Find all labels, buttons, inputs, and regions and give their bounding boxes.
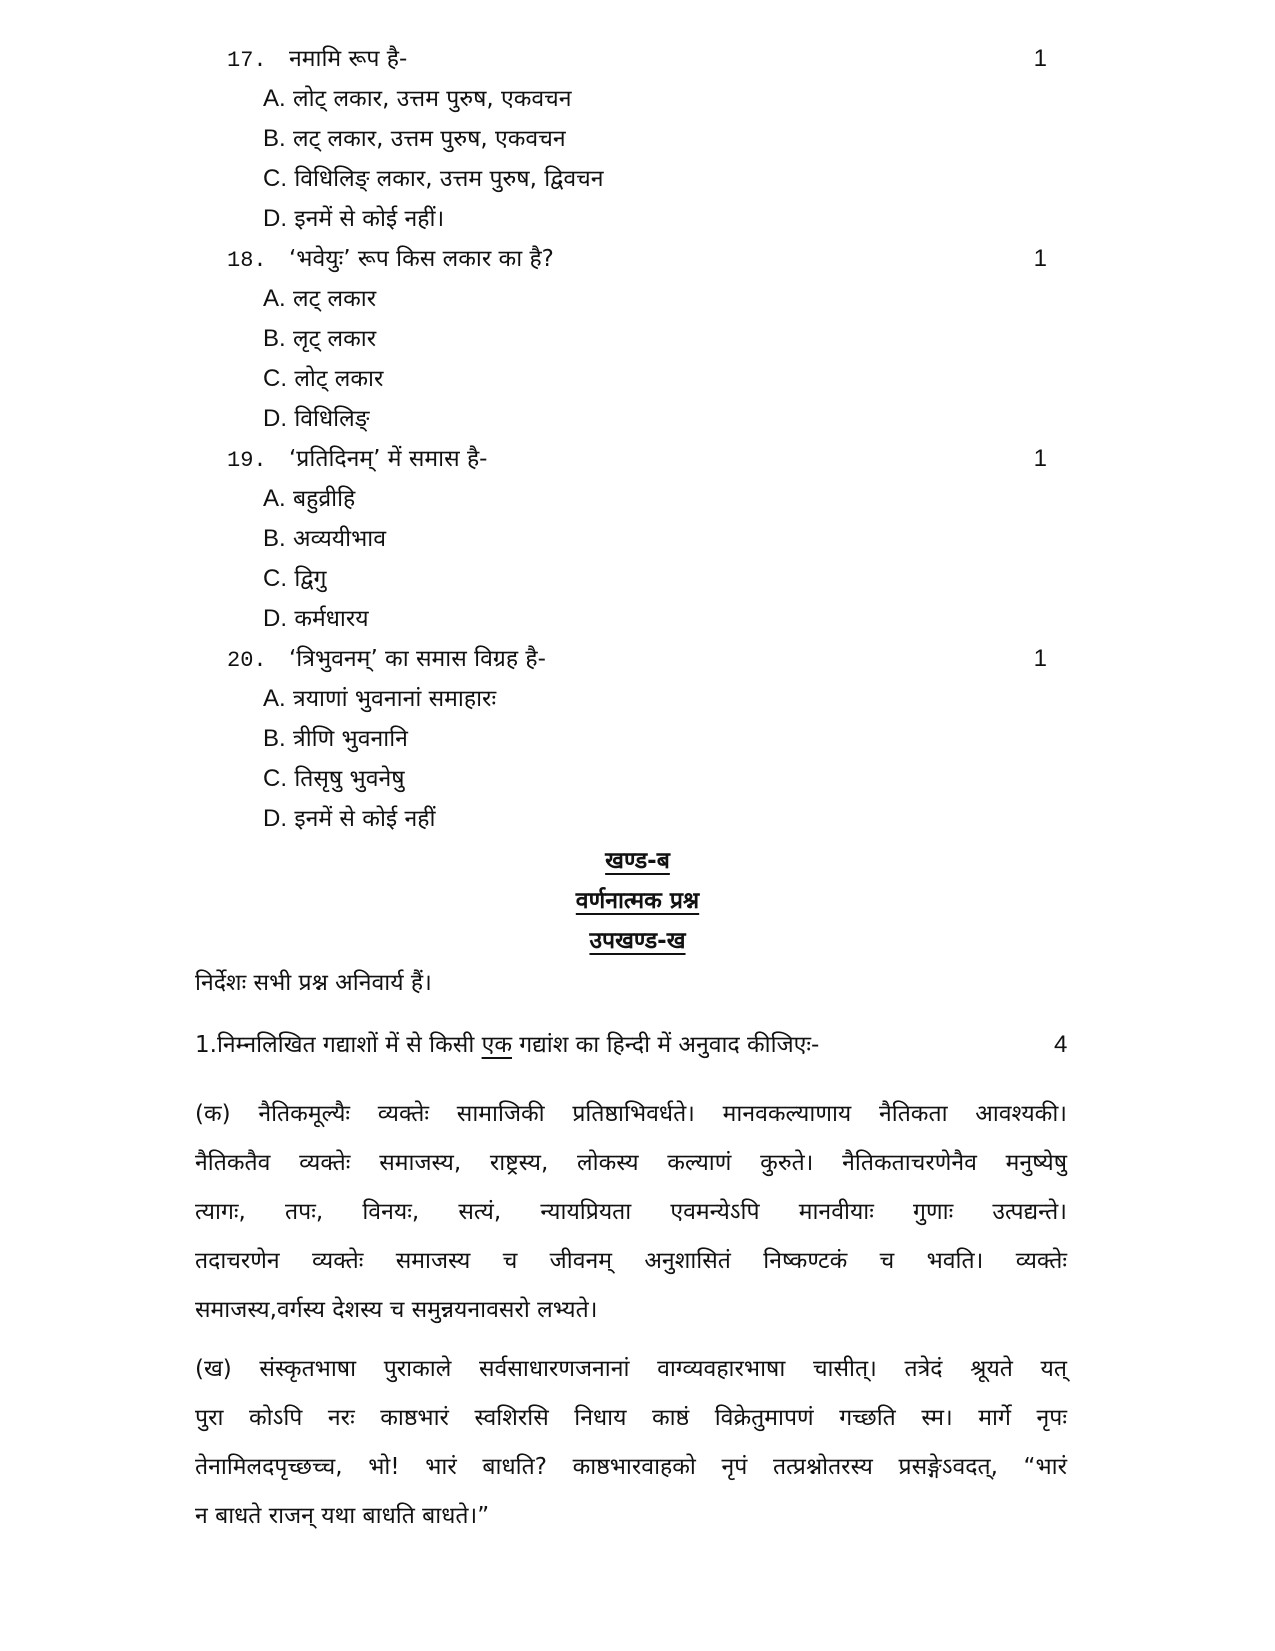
question-number: 20. (227, 648, 267, 673)
option-d (263, 202, 444, 236)
option-letter: C. (263, 565, 287, 592)
q1-suffix: गद्यांश का हिन्दी में अनुवाद कीजिएः- (511, 1032, 820, 1058)
option-text: लट् लकार, उत्तम पुरुष, एकवचन (293, 126, 566, 152)
option-text: द्विगु (294, 566, 327, 592)
passage-ka-line: (क) नैतिकमूल्यैः व्यक्तेः सामाजिकी प्रतिष्ठाभिवर्धते। मानवकल्याणाय नैतिकता आवश्यकी। (195, 1101, 1067, 1127)
passage-ka-line: नैतिकतैव व्यक्तेः समाजस्य, राष्ट्रस्य, लोकस्य कल्याणं कुरुते। नैतिकताचरणेनैव मनुष्येषु (195, 1150, 1067, 1176)
option-d (263, 802, 435, 836)
option-text: विधिलिङ् लकार, उत्तम पुरुष, द्विवचन (294, 166, 604, 192)
option-letter: D. (263, 805, 287, 832)
option-text: कर्मधारय (294, 606, 369, 632)
question-18 (227, 242, 1047, 276)
question-1-prompt (195, 1028, 1067, 1062)
option-c (263, 162, 604, 196)
option-letter: A. (263, 85, 286, 112)
option-b (263, 322, 376, 356)
option-text: लट् लकार (293, 286, 377, 312)
option-c (263, 762, 405, 796)
option-letter: A. (263, 685, 286, 712)
passage-kha-line: तेनामिलदपृच्छच्च, भो! भारं बाधति? काष्ठभारवाहको नृपं तत्प्रश्नोतरस्य प्रसङ्गेऽवदत्, “भारं (195, 1454, 1067, 1480)
option-a (263, 82, 572, 116)
question-text: ‘त्रिभुवनम्’ का समास विग्रह है- (289, 646, 546, 672)
q1-prefix: 1.निम्नलिखित गद्याशों में से किसी (195, 1032, 482, 1058)
option-letter: B. (263, 525, 286, 552)
option-letter: C. (263, 165, 287, 192)
option-letter: A. (263, 485, 286, 512)
option-c (263, 362, 383, 396)
option-text: लोट् लकार, उत्तम पुरुष, एकवचन (293, 86, 572, 112)
question-marks: 1 (1033, 445, 1047, 472)
subsection-title-text: उपखण्ड-ख (589, 928, 686, 954)
question-text: ‘प्रतिदिनम्’ में समास है- (289, 446, 488, 472)
question-text: नमामि रूप है- (289, 46, 408, 72)
option-letter: D. (263, 605, 287, 632)
option-letter: B. (263, 125, 286, 152)
q1-emphasis: एक (481, 1032, 512, 1058)
option-letter: B. (263, 725, 286, 752)
option-text: लोट् लकार (294, 366, 384, 392)
option-c (263, 562, 326, 596)
question-marks: 1 (1033, 45, 1047, 72)
option-b (263, 122, 566, 156)
option-text: त्रयाणां भुवनानां समाहारः (293, 686, 497, 712)
option-letter: C. (263, 765, 287, 792)
option-text: इनमें से कोई नहीं (294, 806, 436, 832)
question-marks: 1 (1033, 645, 1047, 672)
section-subtitle-text: वर्णनात्मक प्रश्न (575, 888, 700, 914)
option-text: इनमें से कोई नहीं। (294, 206, 445, 232)
option-letter: A. (263, 285, 286, 312)
passage-kha-line: पुरा कोऽपि नरः काष्ठभारं स्वशिरसि निधाय काष्ठं विक्रेतुमापणं गच्छति स्म। मार्गे नृपः (195, 1405, 1067, 1431)
instruction: निर्देशः सभी प्रश्न अनिवार्य हैं। (195, 970, 432, 996)
option-text: लृट् लकार (293, 326, 377, 352)
passage-ka-line: समाजस्य,वर्गस्य देशस्य च समुन्नयनावसरो लभ्यते। (195, 1297, 598, 1323)
question-19 (227, 442, 1047, 476)
passage-ka-line: तदाचरणेन व्यक्तेः समाजस्य च जीवनम् अनुशासितं निष्कण्टकं च भवति। व्यक्तेः (195, 1248, 1067, 1274)
option-a (263, 682, 496, 716)
option-letter: B. (263, 325, 286, 352)
option-b (263, 522, 386, 556)
question-1-marks: 4 (1054, 1031, 1068, 1058)
passage-kha-line: (ख) संस्कृतभाषा पुराकाले सर्वसाधारणजनानां वाग्व्यवहारभाषा चासीत्। तत्रेदं श्रूयते यत् (195, 1356, 1067, 1382)
option-letter: D. (263, 405, 287, 432)
option-text: अव्ययीभाव (293, 526, 386, 552)
option-a (263, 282, 376, 316)
passage-kha-line: न बाधते राजन् यथा बाधति बाधते।” (195, 1503, 490, 1529)
question-17 (227, 42, 1047, 76)
option-text: त्रीणि भुवनानि (293, 726, 408, 752)
option-b (263, 722, 408, 756)
section-subtitle (0, 884, 1275, 918)
question-number: 17. (227, 48, 267, 73)
subsection-title (0, 924, 1275, 958)
option-a (263, 482, 355, 516)
question-number: 18. (227, 248, 267, 273)
option-text: बहुव्रीहि (293, 486, 356, 512)
option-d (263, 402, 369, 436)
option-letter: D. (263, 205, 287, 232)
option-text: तिसृषु भुवनेषु (294, 766, 405, 792)
option-text: विधिलिङ् (294, 406, 370, 432)
option-d (263, 602, 369, 636)
section-title (0, 844, 1275, 878)
section-title-text: खण्ड-ब (605, 848, 670, 874)
question-marks: 1 (1033, 245, 1047, 272)
question-20 (227, 642, 1047, 676)
option-letter: C. (263, 365, 287, 392)
question-number: 19. (227, 448, 267, 473)
question-text: ‘भवेयुः’ रूप किस लकार का है? (289, 246, 554, 272)
passage-ka-line: त्यागः, तपः, विनयः, सत्यं, न्यायप्रियता एवमन्येऽपि मानवीयाः गुणाः उत्पद्यन्ते। (195, 1199, 1067, 1225)
